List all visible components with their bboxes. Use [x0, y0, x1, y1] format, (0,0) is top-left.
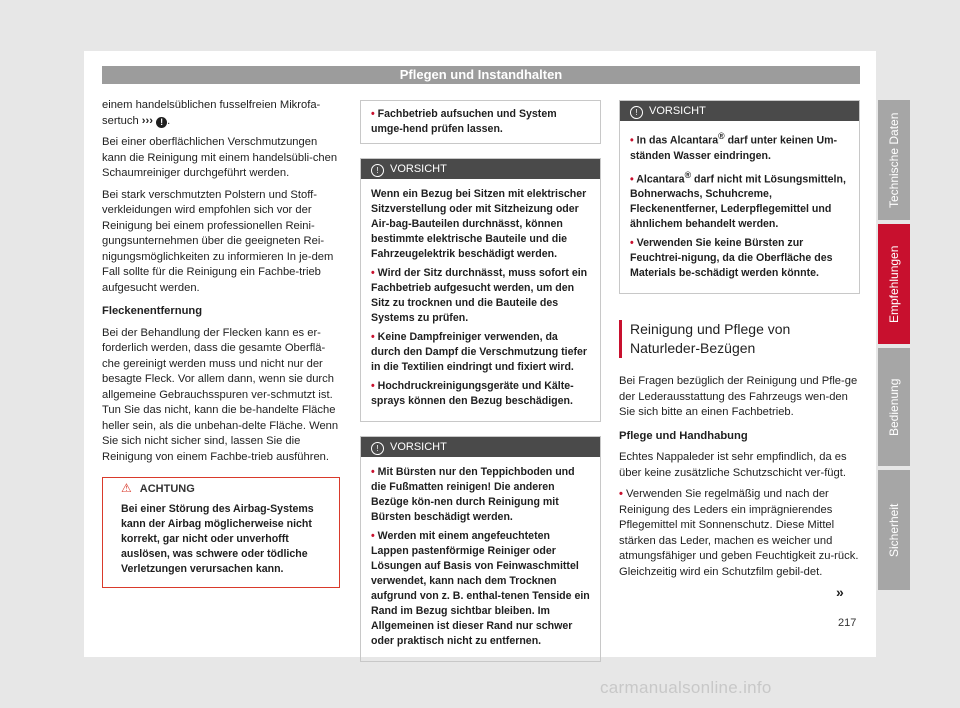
- paragraph: Bei stark verschmutzten Polstern und Stoff-verkleidungen wird empfohlen sich vor der Reinigung bei einem professionellen Reini-gungsunternehmen über die geeigneten Rei-nigungsmöglichkeiten zu informieren In je-dem Fall sollte für die Reinigung ein Fachbe-trieb aufgesucht werden.: [102, 188, 334, 294]
- tab-technische-daten[interactable]: Technische Daten: [878, 100, 910, 220]
- bullet: •: [630, 134, 634, 147]
- bullet: •: [371, 380, 375, 392]
- subheading: Fleckenentfernung: [102, 305, 203, 317]
- achtung-text: Bei einer Störung des Airbag-Systems kann der Airbag möglicherweise nicht korrekt, gar nicht oder unverhofft auslösen, was schwere oder tödliche Verletzungen verursachen kann.: [121, 503, 314, 575]
- paragraph: Bei Fragen bezüglich der Reinigung und Pfle-ge der Lederausstattung des Fahrzeugs wen-den Sie sich bitte an einen Fachbetrieb.: [619, 375, 858, 419]
- achtung-header: ⚠ ACHTUNG: [103, 478, 339, 498]
- bullet: •: [371, 267, 375, 279]
- bullet: •: [371, 108, 375, 120]
- vorsicht-box-2: ! VORSICHT • Mit Bürsten nur den Teppichboden und die Fußmatten reinigen! Die anderen Bezüge kön-nen durch Reinigung mit Bürsten beschädigt werden. • Werden mit einem angefeuchteten Lappen pastenförmige Reiniger oder Lösungen auf Basis von Feinwaschmittel verwendet, kann nach dem Trocknen aufgrund von z. B. enthal-tenen Tenside ein Rand im Bezug sichtbar bleiben. Im Allgemeinen ist dieser Rand nur schwer oder praktisch nicht zu entfernen.: [360, 436, 601, 662]
- vorsicht-box-3: ! VORSICHT • In das Alcantara® darf unter keinen Um-ständen Wasser eindringen. • Alcantara® darf nicht mit Lösungsmitteln, Bohnerwachs, Schuhcreme, Fleckenentferner, Lederpflegemittel und ähnlichem behandelt werden. • Verwenden Sie keine Bürsten zur Feuchtrei-nigung, da die Oberfläche des Materials be-schädigt werden könnte.: [619, 100, 860, 294]
- bullet: •: [630, 173, 634, 186]
- paragraph: Bei einer oberflächlichen Verschmutzungen kann die Reinigung mit einem handelsübli-chen Schaumreiniger durchgeführt werden.: [102, 136, 338, 179]
- left-column: [102, 98, 340, 602]
- info-icon: !: [371, 442, 384, 455]
- page-header: Pflegen und Instandhalten: [102, 66, 860, 84]
- continue-arrow-icon: »: [836, 584, 844, 600]
- section-title: Reinigung und Pflege von Naturleder-Bezügen: [619, 320, 860, 358]
- info-icon: !: [371, 164, 384, 177]
- paragraph: Bei der Behandlung der Flecken kann es er-forderlich werden, dass die gesamte Oberflä-che gereinigt werden muss und nicht nur der besagte Fleck. Vor allem dann, wenn sie durch allgemeine Gebrauchsspuren ver-schmutzt ist. Tun Sie das nicht, kann die be-handelte Fläche heller sein, als die unbehan-delte Fläche. Wenn Sie sich nicht sicher sind, lassen Sie die Reinigung von einem Fachbe-trieb ausführen.: [102, 326, 339, 463]
- tab-empfehlungen[interactable]: Empfehlungen: [878, 224, 910, 344]
- right-column: [619, 100, 860, 586]
- tab-sicherheit[interactable]: Sicherheit: [878, 470, 910, 590]
- paragraph: einem handelsüblichen fusselfreien Mikrofa-sertuch ››› ! .: [102, 99, 321, 127]
- middle-column: [360, 100, 601, 676]
- watermark: carmanualsonline.info: [600, 678, 772, 697]
- page-number: 217: [838, 617, 857, 629]
- vorsicht-header: ! VORSICHT: [361, 159, 600, 179]
- bullet: •: [371, 331, 375, 343]
- vorsicht-header: ! VORSICHT: [361, 437, 600, 457]
- bullet: •: [619, 488, 623, 501]
- bullet: •: [371, 530, 375, 542]
- continued-box: • Fachbetrieb aufsuchen und System umge-hend prüfen lassen.: [360, 100, 601, 144]
- vorsicht-box-1: ! VORSICHT Wenn ein Bezug bei Sitzen mit elektrischer Sitzverstellung oder mit Sitzheizung oder Air-bag-Bauteilen durchnässt, können bestimmte elektrische Bauteile und die Fahrzeugelektrik beschädigt werden. • Wird der Sitz durchnässt, muss sofort ein Fachbetrieb aufgesucht werden, um den Sitz zu trocknen und die Bauteile des Systems zu prüfen. • Keine Dampfreiniger verwenden, da durch den Dampf die Verschmutzung tiefer in die Textilien eindringt und fixiert wird. • Hochdruckreinigungsgeräte und Kälte-sprays können den Bezug beschädigen.: [360, 158, 601, 422]
- vorsicht-header: ! VORSICHT: [620, 101, 859, 121]
- subheading: Pflege und Handhabung: [619, 429, 748, 442]
- paragraph: Echtes Nappaleder ist sehr empfindlich, da es über keine zusätzliche Schutzschicht ver-fügt.: [619, 451, 847, 479]
- bullet: •: [630, 237, 634, 250]
- list-item: • Verwenden Sie regelmäßig und nach der Reinigung des Leders ein imprägnierendes Pflegemittel mit Sonnenschutz. Diese Mittel stärken das Leder, machen es weicher und atmungsfähiger und geben Feuchtigkeit zu-rück. Gleichzeitig wird ein Schutzfilm gebil-det.: [619, 488, 859, 578]
- bullet: •: [371, 466, 375, 478]
- warning-triangle-icon: ⚠: [121, 481, 132, 495]
- info-icon: !: [630, 106, 643, 119]
- info-icon: !: [156, 117, 167, 128]
- tab-bedienung[interactable]: Bedienung: [878, 348, 910, 466]
- reference-arrows: ›››: [141, 114, 153, 127]
- achtung-box: [102, 477, 340, 588]
